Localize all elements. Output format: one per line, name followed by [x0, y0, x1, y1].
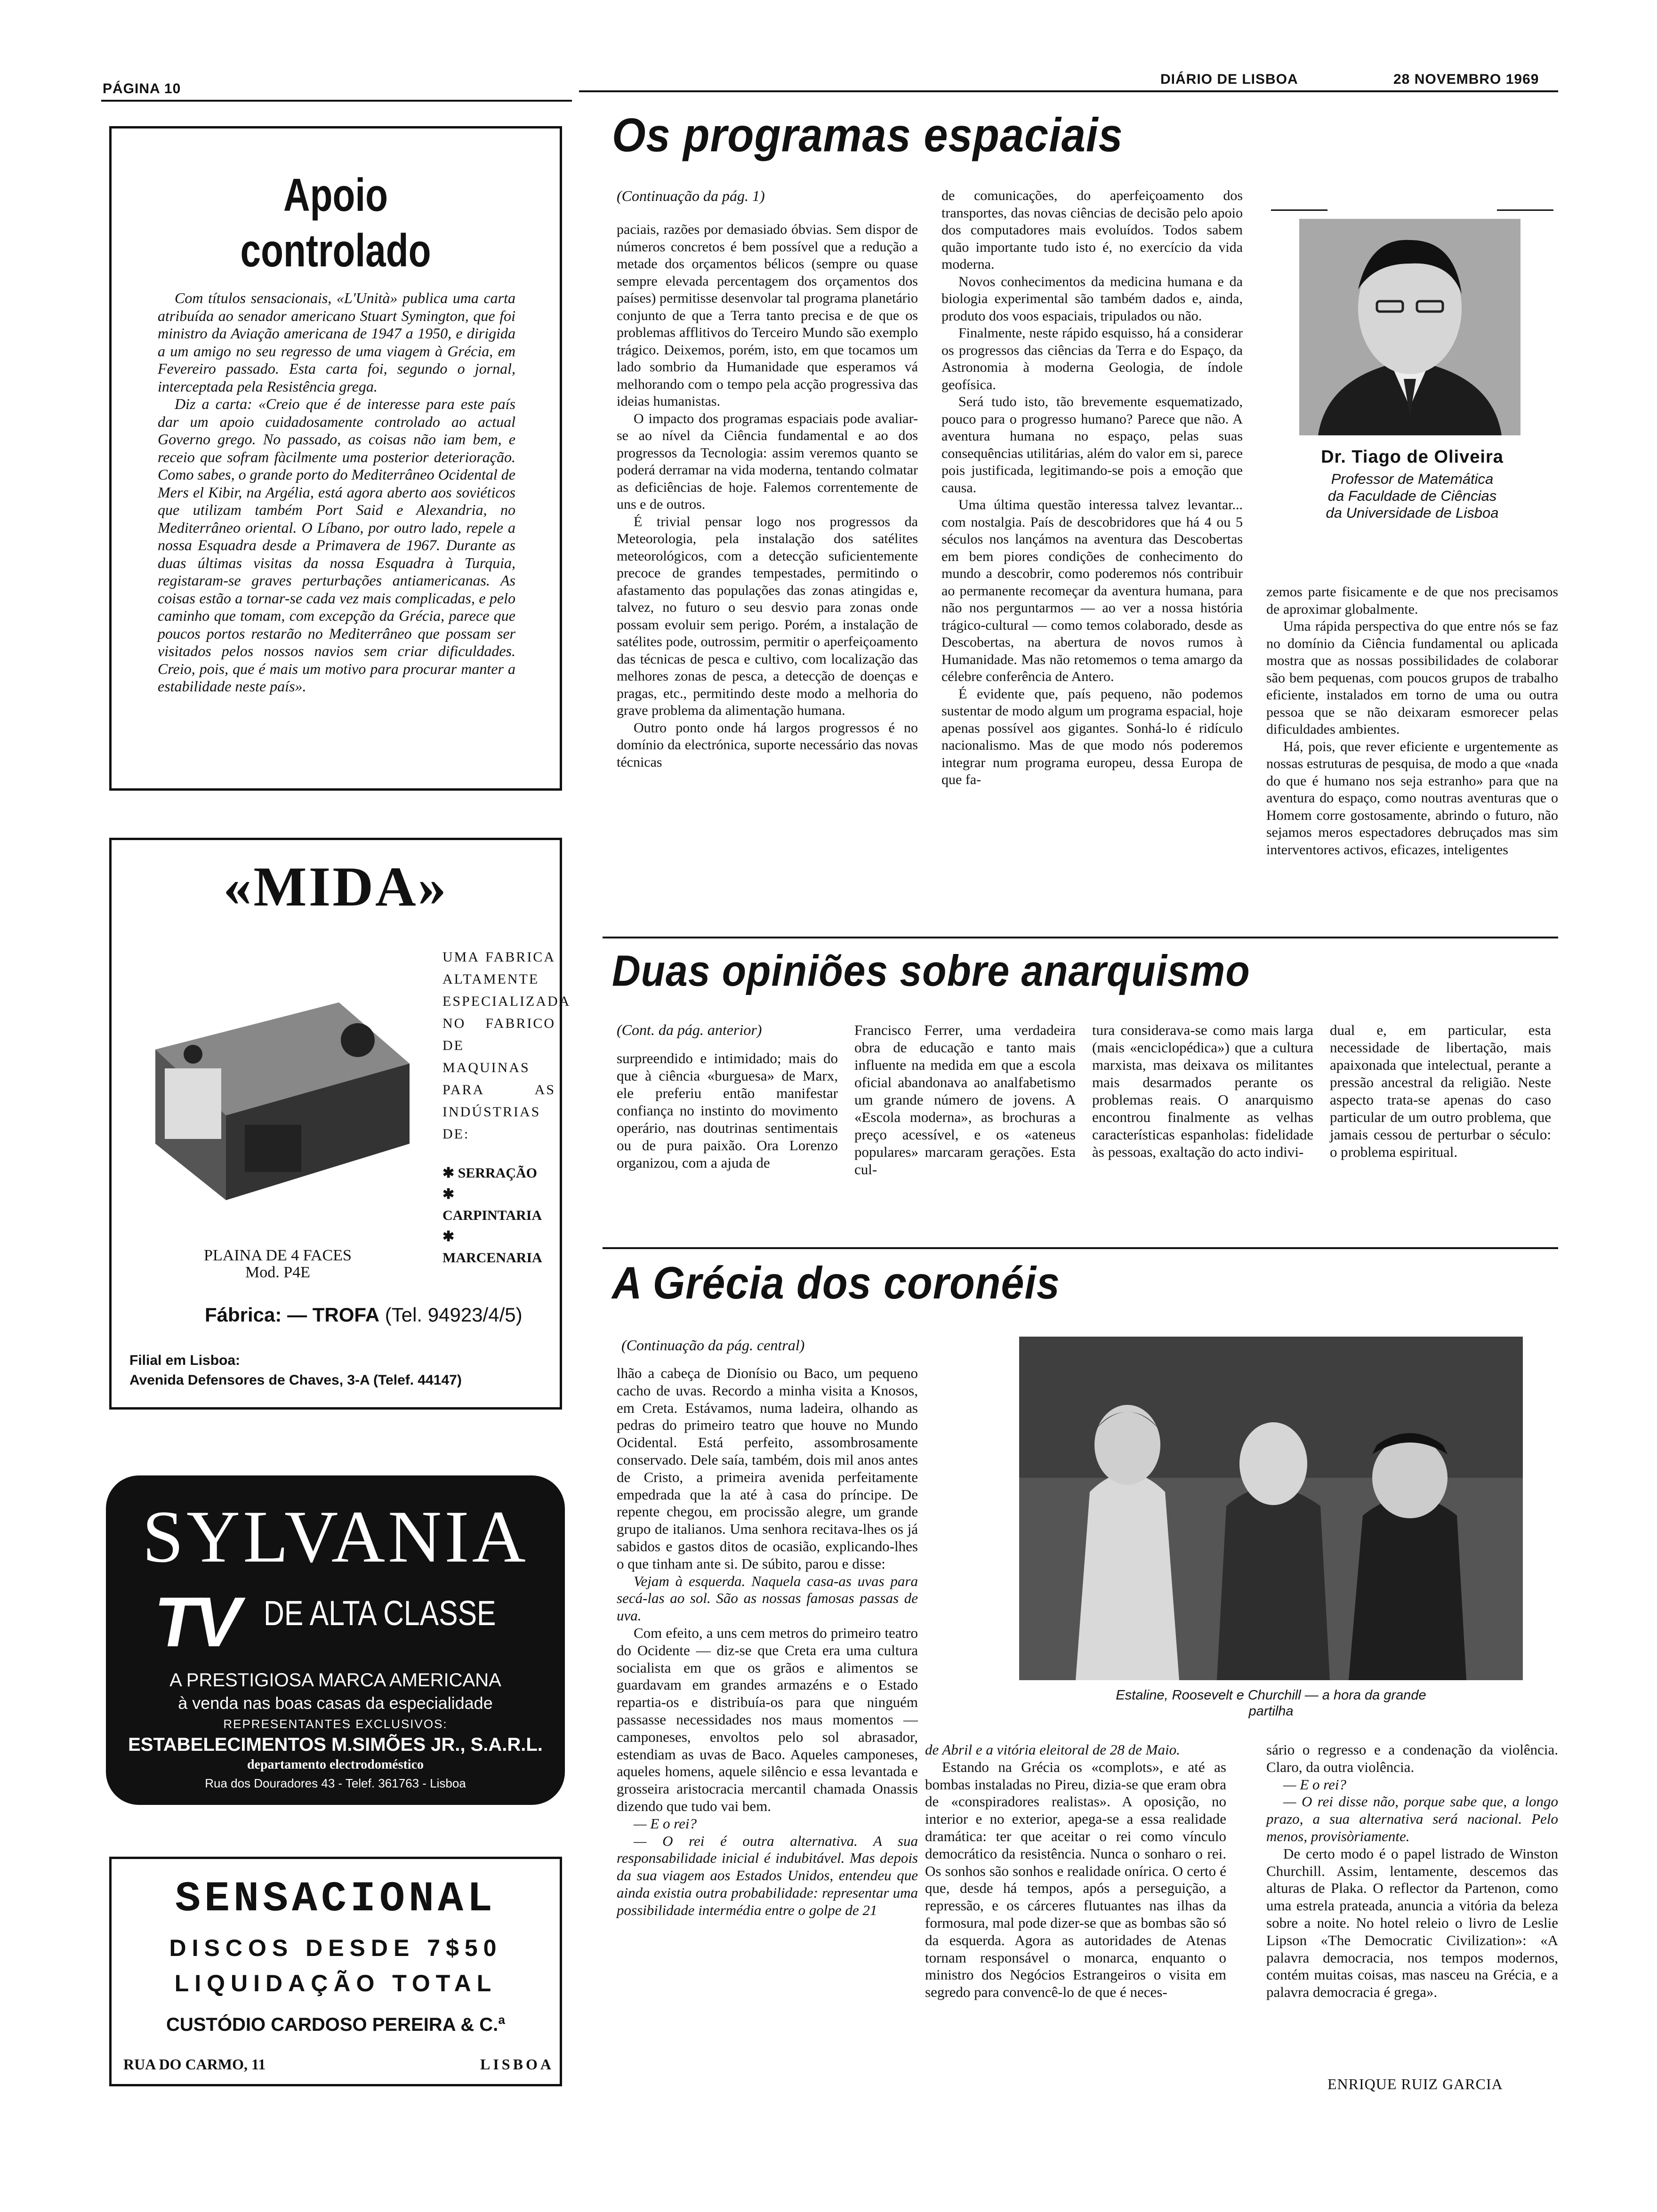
mida-branch	[129, 1351, 462, 1390]
grecia-col3-p2: — E o rei?	[1283, 1776, 1347, 1793]
yalta-caption-line2: partilha	[1248, 1704, 1294, 1719]
yalta-photo-caption	[1019, 1687, 1523, 1719]
grecia-col3-p3: — O rei disse não, porque sabe que, a longo prazo, a sua alternativa será nacional. Pelo menos, provisòriamente.	[1266, 1793, 1558, 1844]
grecia-headline: A Grécia dos coronéis	[612, 1257, 1060, 1308]
sylvania-line1: A PRESTIGIOSA MARCA AMERICANA	[169, 1670, 501, 1691]
grecia-signature: ENRIQUE RUIZ GARCIA	[1327, 2076, 1503, 2092]
yalta-photo	[1019, 1337, 1523, 1680]
mida-machine-image	[137, 946, 428, 1233]
grecia-column-2	[925, 1741, 1226, 2001]
apoio-paragraph-1: Com títulos sensacionais, «L'Unità» publica uma carta atribuída ao senador americano Stuart Symington, que foi ministro da Aviação americana de 1947 a 1950, e dirigida a um amigo no seu regresso de uma viagem à Grécia, em Fevereiro passado. Esta carta foi, segundo o jornal, interceptada pela Resistência grega.	[158, 289, 515, 395]
programas-col2-p2: Novos conhecimentos da medicina humana e da biologia experimental são também dados e, ainda, produto dos voos espaciais, tripulados ou não.	[941, 273, 1243, 324]
grecia-column-3	[1266, 1741, 1558, 2001]
mida-brand: «MIDA»	[223, 855, 448, 918]
programas-col2-p3: Finalmente, neste rápido esquisso, há a considerar os progressos das ciências da Terra e do Espaço, da Astronomia à moderna Geologia, de índole geofísica.	[941, 325, 1243, 393]
programas-col3-p1: zemos parte fisicamente e de que nos precisamos de aproximar globalmente.	[1266, 584, 1558, 617]
author-portrait	[1299, 219, 1520, 435]
header-rule-right	[579, 90, 1558, 92]
author-rule-right	[1497, 209, 1553, 211]
grecia-col1-p3: Com efeito, a uns cem metros do primeiro teatro do Ocidente — diz-se que Creta era uma cultura socialista em que os grãos e alimentos se guardavam em grandes armazéns e o Estado repartia-os e distribuía-os para que ninguém passasse necessidades nos maus momentos — camponeses, envoltos pelo sol abrasador, estendiam as uvas de Baco. Aqueles camponeses, aqueles homens, aquele silêncio e essa levantada e grosseira aristocracia mercantil chamada Onassis dizendo que tudo vai bem.	[617, 1624, 918, 1814]
programas-col3-p3: Há, pois, que rever eficiente e urgentemente as nossas estruturas de pesquisa, de modo a que «nada do que é humano nos seja estranho» para que na aventura do espaço, como noutras aventuras que o Homem corre gostosamente, abrindo o futuro, não sejamos meros espectadores debruçados mas sim interventores activos, eficazes, inteligentes	[1266, 738, 1558, 858]
apoio-title	[154, 167, 517, 278]
mida-branch-address: Avenida Defensores de Chaves, 3-A (Telef. 44147)	[129, 1372, 462, 1388]
programas-col2-p5: Uma última questão interessa talvez levantar... com nostalgia. País de descobridores que há 4 ou 5 séculos nos lançámos na aventura das Descobertas em bem piores condições de conhecimento do mundo a descobrir, como poderemos nós contribuir ao permanente recomeçar da aventura humana, para não nos perguntarmos — ao ver a nossa história trágico-cultural — como temos colaborado, desde as Descobertas, na abertura de novos rumos à Humanidade. Mas não retomemos o tema amargo da célebre conferência de Antero.	[941, 497, 1243, 684]
author-role-line3: da Universidade de Lisboa	[1326, 505, 1499, 521]
programas-col2-p6: É evidente que, país pequeno, não podemos sustentar de modo algum um programa espacial, hoje apenas possível aos gigantes. Sonhá-lo é ridículo nacionalismo. Mas de que modo nós poderemos integrar num programa europeu, dessa Europa de que fa-	[941, 686, 1243, 787]
programas-col2-p1: de comunicações, do aperfeiçoamento dos transportes, das novas ciências de decisão pelo apoio dos computadores mais evoluídos. Todos sabem quão importante tudo isto é, no exercício da vida moderna.	[941, 188, 1243, 272]
anarquismo-continuation: (Cont. da pág. anterior)	[617, 1021, 762, 1038]
mida-factory-label: Fábrica:	[205, 1304, 282, 1326]
anarquismo-column-4: dual e, em particular, esta necessidade de libertação, mais apaixonada que intelectual, perante a pressão ancestral da religião. Neste aspecto trata-se apenas do caso particular de um outro problema, que jamais cessou de perturbar o século: o problema espiritual.	[1330, 1022, 1551, 1160]
grecia-col3-p4: De certo modo é o papel listrado de Winston Churchill. Assim, lentamente, descemos das alturas de Plaka. O reflector da Partenon, como uma estrela prateada, anuncia a vitória da beleza sobre a noite. No hotel releio o livro de Leslie Lipson «The Democratic Civilization»: «A palavra democracia, nos tempos modernos, contém muitas coisas, mas nasceu na Grécia, e a palavra democracia é grega».	[1266, 1845, 1558, 2001]
sylvania-line3: REPRESENTANTES EXCLUSIVOS:	[223, 1717, 448, 1731]
sensacional-line1: DISCOS DESDE 7$50	[169, 1935, 502, 1961]
sensacional-line2: LIQUIDAÇÃO TOTAL	[174, 1970, 497, 1996]
apoio-paragraph-2: Diz a carta: «Creio que é de interesse para este país dar um apoio cuidadosamente controlado ao actual Governo grego. No passado, as coisas não iam bem, e receio que sofram fàcilmente uma posterior deterioração. Como sabes, o grande porto do Mediterrâneo Ocidental de Mers el Kibir, na Argélia, está agora aberto aos soviéticos que utilizam também Port Said e Alexandria, no Mediterrâneo oriental. O Líbano, por outro lado, repele a nossa Esquadra desde a Primavera de 1967. Durante as duas últimas visitas da nossa Esquadra à Turquia, registaram-se graves perturbações antiamericanas. As coisas estão a tornar-se cada vez mais complicadas, e pelo caminho que tomam, com excepção da Grécia, parece que poucos portos restarão no Mediterrâneo que possam ser visitados pelos nossos navios sem criar dificuldades. Creio, pois, que é mais um motivo para procurar manter a estabilidade neste país».	[158, 395, 515, 695]
grecia-top-rule	[603, 1247, 1558, 1249]
sensacional-title: SENSACIONAL	[175, 1875, 497, 1923]
apoio-title-line1: Apoio	[283, 169, 388, 221]
anarquismo-column-2: Francisco Ferrer, uma verdadeira obra de educação e tanto mais influente na medida em que a escola oficial abandonava ao analfabetismo um grande número de jovens. A «Escola moderna», as brochuras a preço acessível, e os «ateneus populares» marcaram gerações. Esta cul-	[854, 1022, 1076, 1178]
grecia-col2-p2: Estando na Grécia os «complots», e até as bombas instaladas no Pireu, dizia-se que eram obra de «conspiradores realistas». A oposição, no interior e no exterior, apega-se a essa realidade dramática: ter que aceitar o rei como vínculo democrático da resistência. Nunca o sonharo o rei. Os sonhos são sonhos e realidade onírica. O certo é que, desde há tempos, após a perseguição, a repressão, e os cárceres flutuantes nas ilhas da formosura, mal pode dizer-se que as bombas são só da esquerda. Agora as autoridades de Atenas tornam responsável o monarca, enquanto o ministro dos Negócios Estrangeiros o visita em segredo para convencê-lo de que é neces-	[925, 1758, 1226, 2001]
sylvania-line4: ESTABELECIMENTOS M.SIMÕES JR., S.A.R.L.	[128, 1734, 543, 1755]
anarquismo-column-1: surpreendido e intimidado; mais do que à ciência «burguesa» de Marx, ele preferiu então manifestar confiança no instinto do movimento operário, nas doutrinas sentimentais ou de pura paixão. Ora Lorenzo organizou, com a ajuda de	[617, 1050, 838, 1171]
mida-industry-item: ✱ SERRAÇÃO	[442, 1165, 537, 1181]
mida-factory-name: — TROFA	[287, 1304, 380, 1326]
programas-col2-p4: Será tudo isto, tão brevemente esquematizado, pouco para o progresso humano? Parece que não. A aventura humana no espaço, pelas suas consequências utilitárias, além do valor em si, parece pois justificada, legitimando-se pois a emoção que causa.	[941, 394, 1243, 496]
mida-branch-label: Filial em Lisboa:	[129, 1353, 241, 1368]
programas-column-3	[1266, 584, 1558, 858]
grecia-column-1	[617, 1365, 918, 1919]
grecia-col1-p5: — O rei é outra alternativa. A sua responsabilidade inicial é indubitável. Mas depois da sua viagem aos Estados Unidos, entendeu que ainda existia outra probabilidade: representar uma possibilidade intermédia entre o golpe de 21	[617, 1832, 918, 1918]
mida-factory-tel: (Tel. 94923/4/5)	[385, 1304, 523, 1326]
issue-date: 28 NOVEMBRO 1969	[1393, 72, 1539, 87]
sylvania-line2: à venda nas boas casas da especialidade	[178, 1693, 493, 1713]
anarquismo-column-3: tura considerava-se como mais larga (mais «enciclopédica») que a cultura marxista, mas deixava os militantes mais desarmados perante os problemas reais. O anarquismo encontrou finalmente as velhas características espanholas: fidelidade às pessoas, exaltação do acto indivi-	[1092, 1022, 1313, 1160]
author-role	[1271, 471, 1553, 521]
mida-industries-list	[442, 1162, 555, 1268]
programas-column-2	[941, 187, 1243, 789]
grecia-col1-p2: Vejam à esquerda. Naquela casa-as uvas para secá-las ao sol. São as nossas famosas passas de uva.	[617, 1572, 918, 1624]
sensacional-city: LISBOA	[480, 2056, 554, 2073]
mida-caption-line2: Mod. P4E	[245, 1264, 310, 1281]
author-rule-left	[1271, 209, 1327, 211]
mida-industry-item: ✱ CARPINTARIA	[442, 1186, 542, 1223]
programas-col1-p2: O impacto dos programas espaciais pode avaliar-se ao nível da Ciência fundamental e ao dos progressos da Tecnologia: assim veremos quanto se poderá derramar na vida moderna, tentando colmatar as deficiências de hoje. Falemos correntemente de uns e de outros.	[617, 410, 918, 512]
author-role-line1: Professor de Matemática	[1331, 471, 1494, 487]
grecia-col3-p1: sário o regresso e a condenação da violência. Claro, da outra violência.	[1266, 1741, 1558, 1775]
sensacional-line3: CUSTÓDIO CARDOSO PEREIRA & C.ª	[166, 2014, 506, 2035]
mida-machine-caption	[141, 1247, 414, 1281]
programas-column-1	[617, 221, 918, 771]
programas-continuation: (Continuação da pág. 1)	[617, 187, 765, 204]
apoio-body	[158, 289, 515, 696]
sensacional-address: RUA DO CARMO, 11	[123, 2056, 266, 2073]
grecia-col1-p1: lhão a cabeça de Dionísio ou Baco, um pequeno cacho de uvas. Recordo a minha visita a Knosos, em Creta. Estávamos, numa ladeira, olhando as pedras do primeiro teatro que houve no Mundo Ocidental. Está perfeito, assombrosamente conservado. Dele saía, também, dois mil anos antes de Cristo, a primeira avenida perfeitamente empedrada que la até à casa do príncipe. De repente chegou, em procissão alegre, um grande grupo de italianos. Uma senhora recitava-lhes os já sabidos e gastos ditos de ocasião, explicando-lhes o que tinham ante si. De súbito, parou e disse:	[617, 1365, 918, 1572]
anarquismo-headline: Duas opiniões sobre anarquismo	[612, 946, 1250, 995]
mida-caption-line1: PLAINA DE 4 FACES	[204, 1247, 352, 1264]
author-role-line2: da Faculdade de Ciências	[1327, 488, 1497, 504]
sylvania-tagline: DE ALTA CLASSE	[264, 1594, 496, 1633]
page-number: PÁGINA 10	[103, 81, 181, 96]
yalta-caption-line1: Estaline, Roosevelt e Churchill — a hora da grande	[1116, 1688, 1426, 1703]
sylvania-line6: Rua dos Douradores 43 - Telef. 361763 - Lisboa	[205, 1776, 466, 1790]
sylvania-tv-logo: TV	[148, 1582, 245, 1661]
header-rule-left	[101, 100, 572, 102]
programas-col1-p4: Outro ponto onde há largos progressos é no domínio da electrónica, suporte necessário das novas técnicas	[617, 720, 918, 770]
mida-industry-item: ✱ MARCENARIA	[442, 1229, 542, 1266]
sylvania-text	[106, 1668, 565, 1793]
programas-col1-p1: paciais, razões por demasiado óbvias. Sem dispor de números concretos é bem possível que a redução a metade dos orçamentos bélicos (sempre ou quase sempre elevada percentagem dos orçamentos dos países) permitisse desenvolar tal programa planetário conjunto de que a Terra tanto precisa e de que os problemas afflitivos do Terceiro Mundo são exemplo trágico. Deixemos, porém, isto, em que tocamos um lado sombrio da Humanidade que esperamos vá melhorando com o tempo pela acção progressiva das ideias humanistas.	[617, 222, 918, 409]
author-name: Dr. Tiago de Oliveira	[1321, 447, 1504, 467]
newspaper-name: DIÁRIO DE LISBOA	[1160, 72, 1298, 87]
grecia-col1-p4: — E o rei?	[634, 1815, 697, 1832]
grecia-continuation: (Continuação da pág. central)	[621, 1337, 805, 1354]
anarquismo-top-rule	[603, 937, 1558, 938]
sylvania-line5: departamento electrodoméstico	[247, 1757, 424, 1772]
programas-headline: Os programas espaciais	[612, 109, 1123, 162]
mida-description: UMA FABRICA ALTAMENTE ESPECIALIZADA NO FABRICO DE MAQUINAS PARA AS INDÚSTRIAS DE:	[442, 949, 571, 1142]
programas-col1-p3: É trivial pensar logo nos progressos da Meteorologia, pela instalação dos satélites meteorológicos, com a detecção suficientemente precoce de grandes tempestades, permitindo o afastamento das populações das zonas atingidas e, talvez, no futuro o seu desvio para zonas onde possam evoluir sem perigo. Porém, a instalação de satélites pode, outrossim, permitir o aperfeiçoamento das técnicas de pesca e cultivo, com localização das melhores zonas de pesca, a detecção de doenças e pragas, etc., permitindo deste modo a melhoria do grave problema da alimentação humana.	[617, 513, 918, 718]
programas-col3-p2: Uma rápida perspectiva do que entre nós se faz no domínio da Ciência fundamental ou aplicada mostra que as nossas possibilidades de colaborar são bem pequenas, com poucos grupos de trabalho eficiente, instalados em torno de uma ou outra pessoa que se não deixaram esmorecer pelas dificuldades ambientes.	[1266, 618, 1558, 737]
apoio-title-line2: controlado	[240, 224, 431, 276]
grecia-col2-p1: de Abril e a vitória eleitoral de 28 de Maio.	[925, 1741, 1180, 1758]
mida-factory	[205, 1304, 523, 1326]
sylvania-brand: SYLVANIA	[142, 1496, 529, 1578]
